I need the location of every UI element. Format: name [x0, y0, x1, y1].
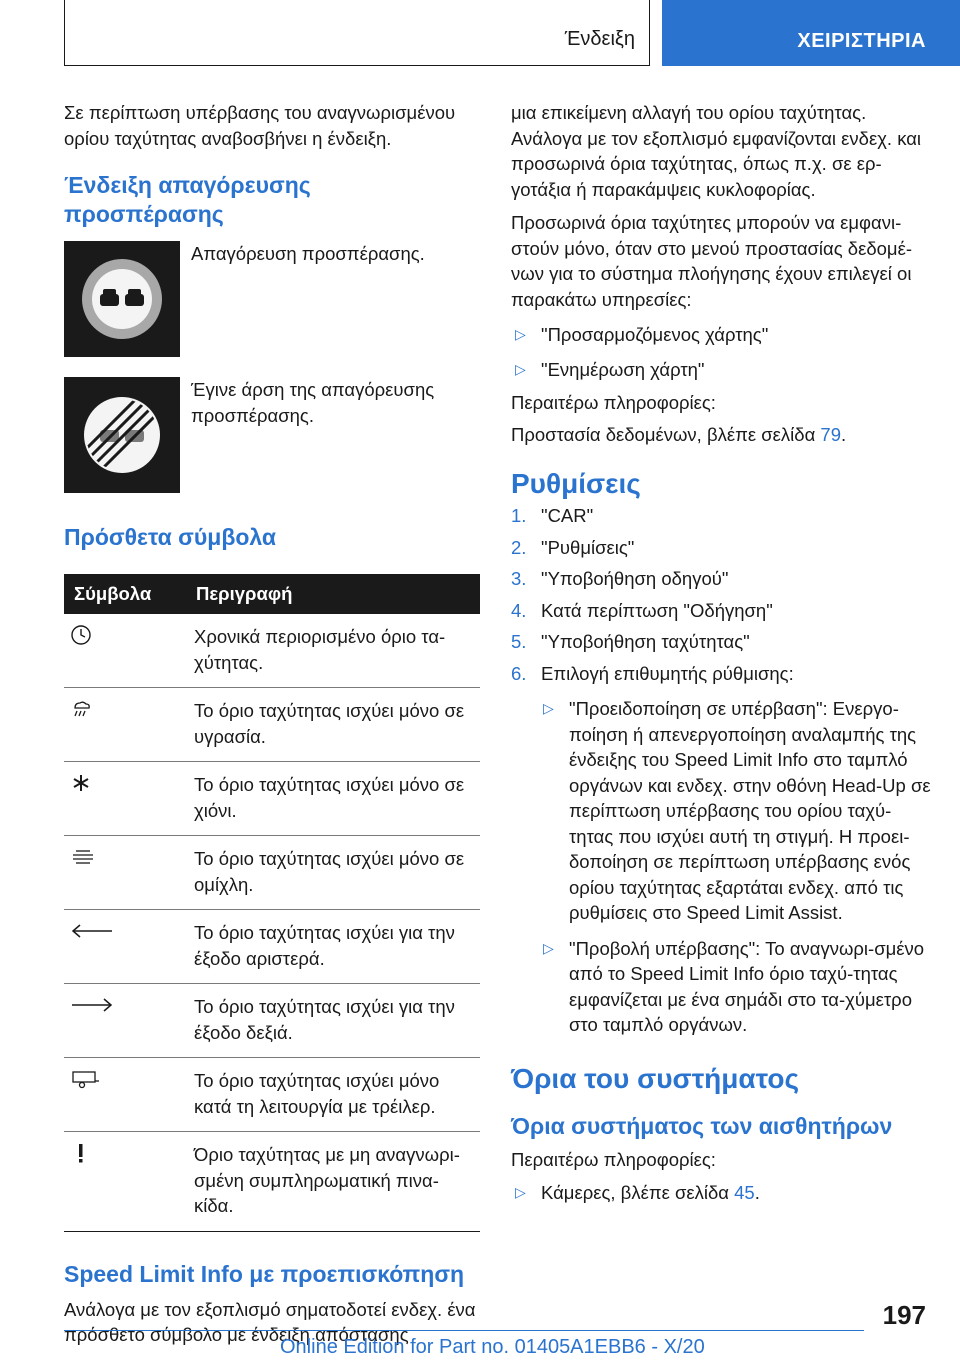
snowflake-icon [70, 777, 92, 798]
table-header-row [64, 574, 480, 614]
table-row: Όριο ταχύτητας με μη αναγνωρι-σμένη συμπληρωματική πινα-κίδα. [64, 1132, 480, 1232]
left-column [64, 100, 480, 1348]
table-row: Το όριο ταχύτητας ισχύει μόνο σε υγρασία. [64, 688, 480, 762]
list-item: 5. "Υποβοήθηση ταχύτητας" [511, 631, 750, 652]
list-item: ▷ "Προειδοποίηση σε υπέρβαση": Ενεργο-ποίηση ή απενεργοποίηση αναλαμπής της ένδειξης του Speed Limit Info στο ταμπλό οργάνων και ενδεχ. στην οθόνη Head-Up σε περίπτωση υπέρβασης του ορίου ταχύ-τητας που ισχύει αυτή τη στιγμή. Η προει-δοποίηση σε περίπτωση υπέρβασης ενός ορίου ταχύτητας εξαρτάται ενδεχ. από τις ρυθμίσεις στο Speed Limit Assist. [541, 696, 931, 926]
sign-end-no-overtaking-row [64, 377, 480, 493]
table-row: Το όριο ταχύτητας ισχύει μόνο κατά τη λειτουργία με τρέιλερ. [64, 1058, 480, 1132]
sign-no-overtaking-row [64, 241, 480, 357]
fog-icon [70, 851, 96, 872]
more-info-label-2: Περαιτέρω πληροφορίες: [511, 1148, 716, 1170]
list-item: ▷ "Ενημέρωση χάρτη" [511, 357, 931, 383]
right-column [511, 100, 931, 1206]
triangle-bullet-icon: ▷ [543, 939, 554, 956]
table-row: Το όριο ταχύτητας ισχύει μόνο σε χιόνι. [64, 762, 480, 836]
heading-speed-limit-preview: Speed Limit Info με προεπισκόπηση [64, 1260, 465, 1287]
paragraph-services: Προσωρινά όρια ταχύτητες μπορούν να εμφανι-στούν μόνο, όταν στο μενού προστασίας δεδομέ-νων για το σύστημα πλοήγησης έχουν επιλεγεί οι παρακάτω υπηρεσίες: [511, 212, 912, 310]
table-row: Το όριο ταχύτητας ισχύει για την έξοδο αριστερά. [64, 910, 480, 984]
intro-text: Σε περίπτωση υπέρβασης του αναγνωρισμένου ορίου ταχύτητας αναβοσβήνει η ένδειξη. [64, 102, 456, 149]
list-item: ▷ "Προσαρμοζόμενος χάρτης" [511, 322, 931, 348]
list-item: ▷ Κάμερες, βλέπε σελίδα 45. [511, 1180, 931, 1206]
page-link-45[interactable]: 45 [734, 1182, 755, 1203]
list-item: ▷ "Προβολή υπέρβασης": Το αναγνωρι-σμένο από το Speed Limit Info όριο ταχύ-τητας εμφανίζεται με ένα σημάδι στο τα-χύμετρο στο ταμπλό οργάνων. [541, 936, 931, 1038]
symbols-table [64, 574, 480, 1232]
no-overtaking-sign-icon [64, 241, 180, 357]
list-item: 6. Επιλογή επιθυμητής ρύθμισης: [511, 662, 794, 684]
chapter-tab [662, 0, 960, 66]
heading-sensor-limits: Όρια συστήματος των αισθητήρων [511, 1112, 893, 1139]
table-row: Το όριο ταχύτητας ισχύει μόνο σε ομίχλη. [64, 836, 480, 910]
list-item: 1. "CAR" [511, 505, 594, 526]
page-number: 197 [882, 1300, 926, 1330]
trailer-icon [70, 1073, 100, 1094]
list-item: 4. Κατά περίπτωση "Οδήγηση" [511, 599, 773, 621]
table-row: Χρονικά περιορισμένο όριο τα-χύτητας. [64, 614, 480, 688]
exclamation-icon [70, 1147, 92, 1168]
end-no-overtaking-sign-icon [64, 377, 180, 493]
edition-text: Online Edition for Part no. 01405A1EBB6 - X/20 [280, 1336, 705, 1358]
chapter-title: ΧΕΙΡΙΣΤΗΡΙΑ [797, 30, 926, 52]
section-tab [64, 0, 650, 66]
heading-system-limits: Όρια του συστήματος [511, 1062, 800, 1094]
heading-additional-symbols: Πρόσθετα σύμβολα [64, 524, 277, 550]
more-info-label: Περαιτέρω πληροφορίες: [511, 392, 716, 413]
heading-settings: Ρυθμίσεις [511, 468, 641, 499]
heading-no-overtaking: Ένδειξη απαγόρευσης προσπέρασης [64, 172, 311, 227]
arrow-right-icon [70, 999, 114, 1020]
sign-end-no-overtaking-text: Έγινε άρση της απαγόρευσης προσπέρασης. [191, 379, 435, 426]
data-protection-ref: Προστασία δεδομένων, βλέπε σελίδα 79. [511, 423, 847, 445]
table-row: Το όριο ταχύτητας ισχύει για την έξοδο δεξιά. [64, 984, 480, 1058]
triangle-bullet-icon: ▷ [515, 360, 526, 377]
column-header-description: Περιγραφή [186, 574, 480, 614]
page-header [64, 0, 960, 66]
footer-divider [64, 1330, 864, 1331]
arrow-left-icon [70, 925, 114, 946]
rain-icon [70, 703, 92, 724]
section-title: Ένδειξη [564, 28, 635, 50]
triangle-bullet-icon: ▷ [515, 1184, 526, 1200]
preview-text: Ανάλογα με τον εξοπλισμό σηματοδοτεί ενδεχ. ένα πρόσθετο σύμβολο με ένδειξη απόστασης [64, 1298, 476, 1345]
triangle-bullet-icon: ▷ [543, 700, 554, 716]
clock-icon [70, 629, 92, 650]
list-item: 2. "Ρυθμίσεις" [511, 536, 635, 558]
page-link-79[interactable]: 79 [820, 423, 841, 445]
paragraph-temporary-limits: μια επικείμενη αλλαγή του ορίου ταχύτητας. Ανάλογα με τον εξοπλισμό εμφανίζονται ενδεχ. και προσωρινά όρια ταχύτητας, όπως π.χ. σε ερ-γοτάξια ή παρακάμψεις κυκλοφορίας. [511, 102, 922, 200]
triangle-bullet-icon: ▷ [515, 326, 526, 342]
column-header-symbol: Σύμβολα [64, 574, 186, 614]
sign-no-overtaking-text: Απαγόρευση προσπέρασης. [191, 243, 425, 264]
list-item: 3. "Υποβοήθηση οδηγού" [511, 568, 729, 589]
